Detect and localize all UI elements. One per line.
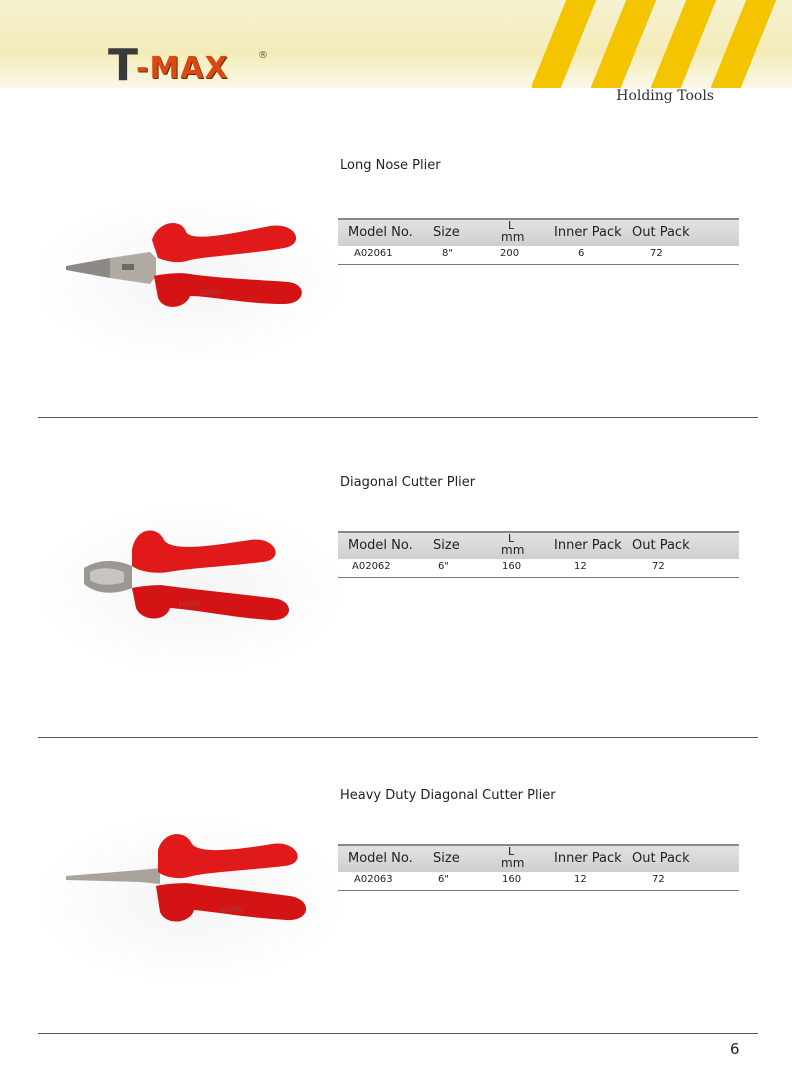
cell-inner: 12 — [574, 561, 587, 572]
heavy-duty-cutter-plier-icon — [40, 820, 340, 980]
long-nose-plier-icon — [40, 200, 340, 360]
cell-inner: 12 — [574, 874, 587, 885]
table-row — [338, 246, 739, 265]
logo-max: -MAX — [136, 51, 229, 86]
header-model: Model No. — [348, 538, 413, 553]
header-length-unit: mm — [501, 230, 525, 244]
svg-text:1000V: 1000V — [178, 600, 201, 608]
cell-size: 8" — [442, 248, 453, 259]
spec-table-header — [338, 844, 739, 872]
cell-size: 6" — [438, 874, 449, 885]
cell-length: 160 — [502, 561, 522, 572]
spec-table-1 — [338, 218, 739, 265]
header-inner: Inner Pack — [554, 225, 622, 240]
spec-table-2 — [338, 531, 739, 578]
header-size: Size — [433, 538, 460, 553]
header-length-symbol: L — [508, 219, 515, 232]
category-title: Holding Tools — [616, 88, 714, 104]
spec-table-header — [338, 218, 739, 246]
header-length-unit: mm — [501, 856, 525, 870]
diagonal-cutter-plier-icon — [40, 510, 340, 670]
svg-text:1000V: 1000V — [220, 906, 243, 914]
table-row — [338, 559, 739, 578]
cell-inner: 6 — [578, 248, 585, 259]
product-image-2 — [40, 510, 340, 670]
cell-out: 72 — [652, 874, 665, 885]
section-divider-1 — [38, 417, 758, 418]
product-title-2: Diagonal Cutter Plier — [340, 475, 476, 490]
spec-table-3 — [338, 844, 739, 891]
cell-length: 200 — [500, 248, 520, 259]
product-title-3: Heavy Duty Diagonal Cutter Plier — [340, 788, 556, 803]
header-size: Size — [433, 225, 460, 240]
product-image-3 — [40, 820, 340, 980]
cell-out: 72 — [652, 561, 665, 572]
section-divider-2 — [38, 737, 758, 738]
logo-registered: ® — [258, 50, 268, 61]
header-stripes — [532, 0, 792, 88]
header-model: Model No. — [348, 851, 413, 866]
footer-divider — [38, 1033, 758, 1034]
cell-model: A02063 — [354, 874, 393, 885]
product-image-1 — [40, 200, 340, 360]
spec-table-header — [338, 531, 739, 559]
cell-out: 72 — [650, 248, 663, 259]
header-size: Size — [433, 851, 460, 866]
tmax-logo — [108, 40, 268, 94]
header-out: Out Pack — [632, 538, 690, 553]
header-length-symbol: L — [508, 532, 515, 545]
cell-length: 160 — [502, 874, 522, 885]
header-out: Out Pack — [632, 851, 690, 866]
header-inner: Inner Pack — [554, 851, 622, 866]
logo-t: T — [108, 40, 139, 91]
header-inner: Inner Pack — [554, 538, 622, 553]
cell-model: A02061 — [354, 248, 393, 259]
cell-model: A02062 — [352, 561, 391, 572]
cell-size: 6" — [438, 561, 449, 572]
header-model: Model No. — [348, 225, 413, 240]
header-out: Out Pack — [632, 225, 690, 240]
header-length-unit: mm — [501, 543, 525, 557]
table-row — [338, 872, 739, 891]
svg-text:1000V: 1000V — [200, 289, 223, 297]
header-length-symbol: L — [508, 845, 515, 858]
product-title-1: Long Nose Plier — [340, 158, 441, 173]
page-number: 6 — [730, 1040, 740, 1058]
